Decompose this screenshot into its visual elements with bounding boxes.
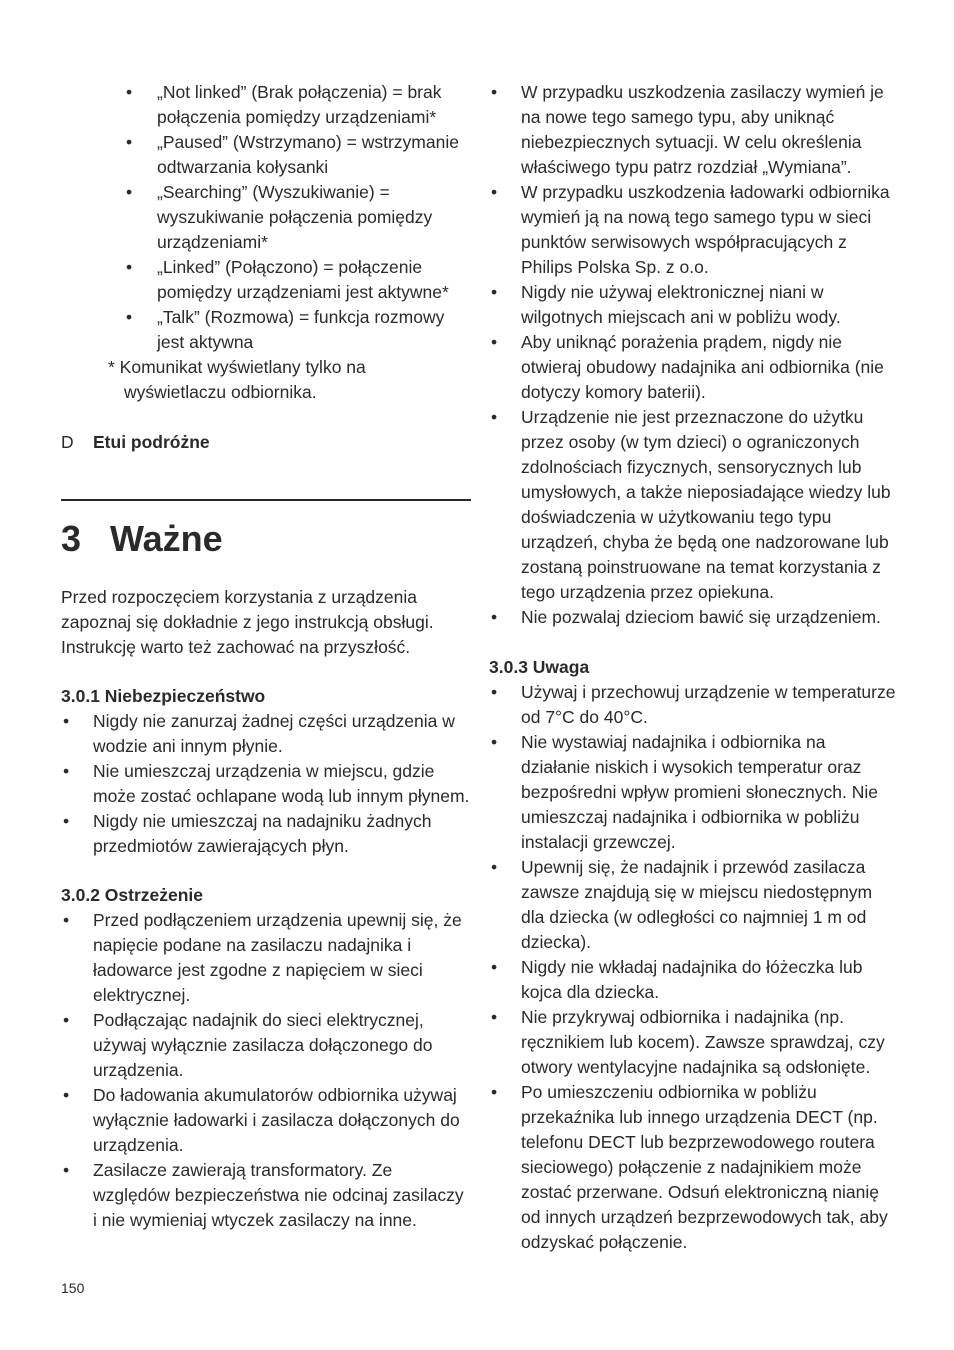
list-item: • „Paused” (Wstrzymano) = wstrzymanie odtwarzania kołysanki [126, 132, 459, 177]
bullet: • [63, 1010, 70, 1030]
list-item: • Urządzenie nie jest przeznaczone do użytku przez osoby (w tym dzieci) o ograniczonych zdolnościach fizycznych, sensorycznych lub umysłowych, a także nieposiadające wiedzy lub doświadczenia w użytkowaniu tego typu urządzeń, chyba że będą one nadzorowane lub zostaną poinstruowane na temat korzystania z tego urządzenia przez opiekuna. [491, 407, 891, 602]
bullet: • [63, 711, 70, 731]
bullet: • [126, 307, 133, 327]
list-item: • Nie umieszczaj urządzenia w miejscu, gdzie może zostać ochlapane wodą lub innym płynem. [63, 761, 470, 806]
bullet: • [63, 1085, 70, 1105]
list-item: • Nigdy nie wkładaj nadajnika do łóżeczka lub kojca dla dziecka. [491, 957, 863, 1002]
caution-heading: 3.0.3 Uwaga [489, 657, 590, 677]
warning-list-continued [489, 80, 899, 630]
component-letter: D [61, 432, 74, 452]
list-item: • Podłączając nadajnik do sieci elektrycznej, używaj wyłącznie zasilacza dołączonego do urządzenia. [63, 1010, 433, 1080]
bullet: • [63, 811, 70, 831]
list-item: • Nie przykrywaj odbiornika i nadajnika (np. ręcznikiem lub kocem). Zawsze sprawdzaj, czy otwory wentylacyjne nadajnika są odsłonięte. [491, 1007, 885, 1077]
danger-heading: 3.0.1 Niebezpieczeństwo [61, 686, 266, 706]
bullet: • [491, 1082, 498, 1102]
warning-heading: 3.0.2 Ostrzeżenie [61, 885, 204, 905]
chapter-title: Ważne [110, 518, 223, 559]
component-d [61, 430, 471, 455]
list-item: • Przed podłączeniem urządzenia upewnij się, że napięcie podane na zasilaczu nadajnika i ładowarce jest zgodne z napięciem w sieci elektrycznej. [63, 910, 462, 1005]
footnote: * Komunikat wyświetlany tylko na wyświetlaczu odbiornika. [108, 357, 366, 402]
list-item: • Nigdy nie zanurzaj żadnej części urządzenia w wodzie ani innym płynie. [63, 711, 455, 756]
bullet: • [63, 1160, 70, 1180]
bullet: • [63, 761, 70, 781]
danger-list [61, 709, 471, 859]
bullet: • [491, 682, 498, 702]
bullet: • [491, 332, 498, 352]
list-item: • Nie pozwalaj dzieciom bawić się urządzeniem. [489, 605, 899, 630]
display-status-list [61, 80, 471, 355]
chapter-divider [61, 499, 471, 501]
right-column [489, 80, 899, 1255]
page-number: 150 [61, 1280, 85, 1296]
left-column [61, 80, 471, 1233]
list-item: • Nie wystawiaj nadajnika i odbiornika na działanie niskich i wysokich temperatur oraz bezpośredni wpływ promieni słonecznych. Nie umieszczaj nadajnika i odbiornika w pobliżu instalacji grzewczej. [491, 732, 878, 852]
bullet: • [63, 910, 70, 930]
list-item: • Nigdy nie używaj elektronicznej niani w wilgotnych miejscach ani w pobliżu wody. [491, 282, 841, 327]
bullet: • [491, 607, 498, 627]
bullet: • [491, 732, 498, 752]
component-label: Etui podróżne [93, 432, 210, 452]
list-item: • Aby uniknąć porażenia prądem, nigdy nie otwieraj obudowy nadajnika ani odbiornika (nie dotyczy komory baterii). [491, 332, 884, 402]
bullet: • [491, 957, 498, 977]
caution-list [489, 680, 899, 1255]
chapter-heading [61, 517, 471, 561]
list-item: • Upewnij się, że nadajnik i przewód zasilacza zawsze znajdują się w miejscu niedostępnym dla dziecka (w odległości co najmniej 1 m od dziecka). [491, 857, 873, 952]
list-item: • Do ładowania akumulatorów odbiornika używaj wyłącznie ładowarki i zasilacza dołączonych do urządzenia. [63, 1085, 460, 1155]
bullet: • [491, 182, 498, 202]
list-item: • „Talk” (Rozmowa) = funkcja rozmowy jest aktywna [126, 307, 445, 352]
bullet: • [491, 1007, 498, 1027]
list-item: • Zasilacze zawierają transformatory. Ze względów bezpieczeństwa nie odcinaj zasilaczy i nie wymieniaj wtyczek zasilaczy na inne. [63, 1160, 464, 1230]
chapter-number: 3 [61, 518, 82, 559]
intro-paragraph: Przed rozpoczęciem korzystania z urządzenia zapoznaj się dokładnie z jego instrukcją obsługi. Instrukcję warto też zachować na przyszłość. [61, 587, 434, 657]
bullet: • [491, 407, 498, 427]
list-item: • Po umieszczeniu odbiornika w pobliżu przekaźnika lub innego urządzenia DECT (np. telefonu DECT lub bezprzewodowego routera sieciowego) połączenie z nadajnikiem może zostać przerwane. Odsuń elektroniczną nianię od innych urządzeń bezprzewodowych tak, aby odzyskać połączenie. [491, 1082, 888, 1252]
bullet: • [491, 282, 498, 302]
list-item: • „Searching” (Wyszukiwanie) = wyszukiwanie połączenia pomiędzy urządzeniami* [126, 182, 433, 252]
list-item: • Używaj i przechowuj urządzenie w temperaturze od 7°C do 40°C. [491, 682, 896, 727]
bullet: • [126, 132, 133, 152]
bullet: • [126, 257, 133, 277]
bullet: • [491, 857, 498, 877]
bullet: • [491, 82, 498, 102]
bullet: • [126, 82, 133, 102]
list-item: • „Not linked” (Brak połączenia) = brak połączenia pomiędzy urządzeniami* [126, 82, 442, 127]
warning-list [61, 908, 471, 1233]
list-item: • „Linked” (Połączono) = połączenie pomiędzy urządzeniami jest aktywne* [126, 257, 449, 302]
list-item: • Nigdy nie umieszczaj na nadajniku żadnych przedmiotów zawierających płyn. [63, 811, 432, 856]
bullet: • [126, 182, 133, 202]
list-item: • W przypadku uszkodzenia zasilaczy wymień je na nowe tego samego typu, aby uniknąć niebezpiecznych sytuacji. W celu określenia właściwego typu patrz rozdział „Wymiana”. [491, 82, 884, 177]
list-item: • W przypadku uszkodzenia ładowarki odbiornika wymień ją na nową tego samego typu w sieci punktów serwisowych współpracujących z Philips Polska Sp. z o.o. [491, 182, 890, 277]
